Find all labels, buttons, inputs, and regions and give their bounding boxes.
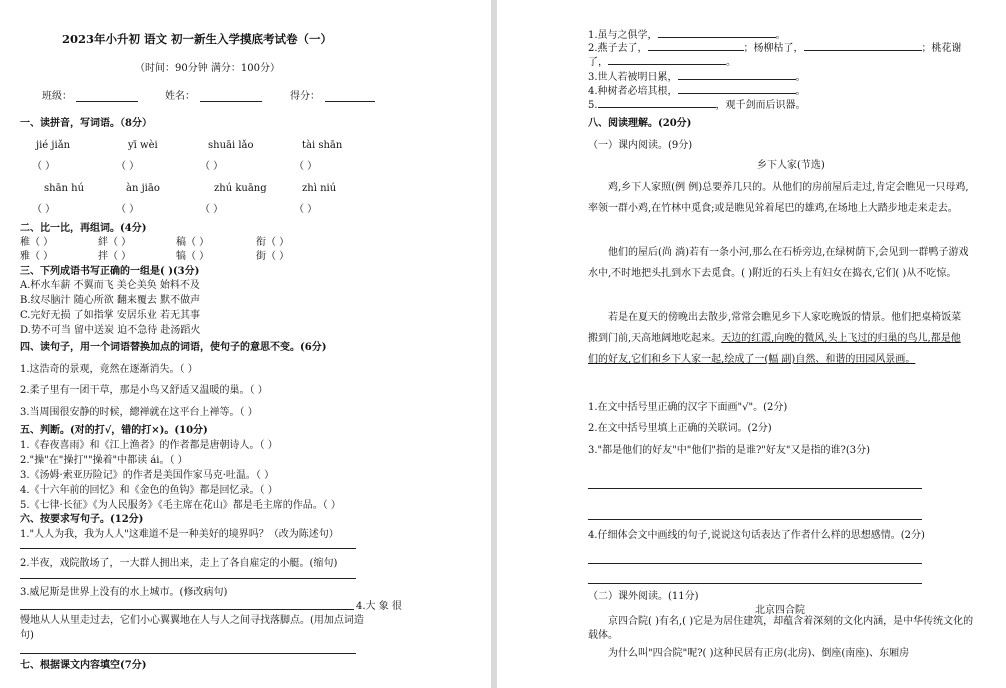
passage-paragraph-5: 为什么叫"四合院"呢?( )这种民居有正房(北房)、倒座(南座)、东厢房 bbox=[608, 648, 910, 659]
pinyin: zhú kuāng bbox=[214, 183, 267, 194]
option-b[interactable]: B.纹尽脑汁 随心所欲 翻来覆去 默不做声 bbox=[20, 295, 201, 306]
pinyin: shuāi lǎo bbox=[208, 140, 254, 151]
section3-heading: 三、下列成语书写正确的一组是( )(3分) bbox=[20, 266, 200, 277]
judge-item[interactable]: 3.《汤姆·索亚历险记》的作者是美国作家马克·吐温。（ ） bbox=[20, 470, 275, 481]
answer-bracket[interactable]: （ ） bbox=[294, 161, 318, 172]
char-compare[interactable]: 衔（ ） bbox=[256, 237, 290, 248]
underlined-sentence: 天边的红霞,向晚的微风,头上飞过的归巢的鸟儿,都是他们的好友,它们和乡下人家一起,绘成了一(幅 副)自然、和谐的田园风景画。 bbox=[588, 333, 961, 365]
fill-text: 。 bbox=[795, 72, 806, 83]
passage-title: 乡下人家(节选) bbox=[757, 160, 825, 171]
char-compare[interactable]: 絆（ ） bbox=[98, 237, 132, 248]
char-compare[interactable]: 街（ ） bbox=[256, 251, 290, 262]
fill-text: 5. bbox=[588, 100, 598, 111]
rewrite-question: 4.大 象 很 bbox=[356, 601, 402, 612]
answer-bracket[interactable]: （ ） bbox=[200, 161, 224, 172]
fill-blank[interactable] bbox=[608, 55, 726, 65]
char-compare[interactable]: 犒（ ） bbox=[176, 251, 210, 262]
name-label: 姓名： bbox=[165, 91, 195, 102]
rewrite-question: 慢地从人从里走过去，它们小心翼翼地在人与人之间寻找落脚点。(用加点词造 bbox=[20, 615, 364, 626]
answer-line[interactable] bbox=[20, 653, 356, 654]
section6-heading: 六、按要求写句子。(12分) bbox=[20, 514, 144, 525]
judge-item[interactable]: 2."操"在"操打""操着"中都读 ái。（ ） bbox=[20, 455, 188, 466]
section2-heading: 二、比一比，再组词。(4分) bbox=[20, 223, 147, 234]
answer-bracket[interactable]: （ ） bbox=[32, 161, 56, 172]
fill-blank[interactable] bbox=[678, 70, 796, 80]
section8-heading: 八、阅读理解。(20分) bbox=[588, 118, 692, 129]
fill-line-2 bbox=[588, 41, 962, 55]
passage-title-2: 北京四合院 bbox=[755, 605, 805, 616]
answer-bracket[interactable]: （ ） bbox=[200, 204, 224, 215]
fill-blank[interactable] bbox=[598, 98, 716, 108]
sub-heading-1: （一）课内阅读。(9分) bbox=[588, 140, 693, 151]
pinyin: jié jiǎn bbox=[36, 140, 71, 151]
fill-line-5 bbox=[588, 84, 806, 98]
fill-text: 4.种树者必培其根， bbox=[588, 86, 678, 97]
section4-heading: 四、读句子，用一个词语替换加点的词语，使句子的意思不变。(6分) bbox=[20, 342, 327, 353]
answer-line[interactable] bbox=[588, 583, 922, 584]
question-item[interactable]: 3.当周围很安静的时候，總禅就在这平台上禅等。（ ） bbox=[20, 407, 258, 418]
fill-blank[interactable] bbox=[658, 28, 776, 38]
sub-heading-2: （二）课外阅读。(11分) bbox=[588, 591, 699, 602]
option-d[interactable]: D.势不可当 留中送炭 迫不急待 赴汤蹈火 bbox=[20, 325, 201, 336]
answer-line[interactable] bbox=[20, 609, 354, 610]
char-compare[interactable]: 拌（ ） bbox=[98, 251, 132, 262]
passage-paragraph-1: 鸡,乡下人家照(例 例)总要养几只的。从他们的房前屋后走过,肯定会瞧见一只母鸡,率领一群小鸡,在竹林中觅食;或是瞧见耸着尾巴的雄鸡,在场地上大踏步地走来走去。 bbox=[588, 182, 969, 214]
judge-item[interactable]: 1.《春夜喜雨》和《江上渔者》的作者都是唐朝诗人。（ ） bbox=[20, 440, 278, 451]
rewrite-question: 1."人人为我，我为人人"这难道不是一种美好的境界吗？（改为陈述句） bbox=[20, 529, 339, 540]
score-label: 得分： bbox=[290, 91, 320, 102]
score-blank[interactable] bbox=[325, 101, 375, 102]
section5-heading: 五、判断。(对的打√，错的打×)。(10分) bbox=[20, 425, 208, 436]
answer-bracket[interactable]: （ ） bbox=[32, 204, 56, 215]
fill-text: 。 bbox=[795, 86, 806, 97]
reading-question-2: 2.在文中括号里填上正确的关联词。(2分) bbox=[588, 423, 772, 434]
fill-blank[interactable] bbox=[648, 41, 744, 51]
reading-question-1: 1.在文中括号里正确的汉字下面画"√"。(2分) bbox=[588, 402, 788, 413]
passage-paragraph-4: 京四合院( )有名,( )它是为居住建筑，却蕴含着深刻的文化内涵，是中华传统文化的载体。 bbox=[588, 616, 974, 641]
answer-line[interactable] bbox=[588, 488, 922, 489]
exam-subtitle: （时间：90分钟 满分：100分） bbox=[135, 63, 280, 74]
fill-text: 3.世人若被明日累， bbox=[588, 72, 678, 83]
pinyin: yī wèi bbox=[128, 140, 158, 151]
option-a[interactable]: A.杯水车薪 不翼而飞 美仑美奂 始料不及 bbox=[20, 280, 200, 291]
char-compare[interactable]: 稿（ ） bbox=[176, 237, 210, 248]
judge-item[interactable]: 5.《七律·长征》《为人民服务》《毛主席在花山》都是毛主席的作品。（ ） bbox=[20, 500, 341, 511]
exam-title: 2023年小升初 语文 初一新生入学摸底考试卷（一） bbox=[62, 32, 333, 46]
name-blank[interactable] bbox=[200, 101, 262, 102]
fill-text: 。 bbox=[775, 30, 786, 41]
class-label: 班级： bbox=[42, 91, 72, 102]
fill-text: 2.燕子去了， bbox=[588, 43, 648, 54]
fill-text: ；桃花谢 bbox=[921, 43, 962, 54]
char-compare[interactable]: 雅（ ） bbox=[20, 251, 54, 262]
reading-question-3: 3."都是他们的好友"中"他们"指的是谁?"好友"又是指的谁?(3分) bbox=[588, 445, 871, 456]
question-item[interactable]: 1.这浩奇的景观，竟然在逐渐消失。（ ） bbox=[20, 364, 198, 375]
answer-line[interactable] bbox=[20, 548, 356, 549]
class-blank[interactable] bbox=[76, 101, 138, 102]
fill-line-4 bbox=[588, 70, 806, 84]
rewrite-question: 2.半夜，戏院散场了，一大群人拥出来，走上了各自雇定的小艇。(缩句) bbox=[20, 558, 338, 569]
section1-heading: 一、读拼音，写词语。（8分） bbox=[20, 118, 152, 129]
rewrite-question: 句) bbox=[20, 630, 34, 641]
right-page bbox=[497, 0, 1006, 688]
fill-line-3 bbox=[588, 55, 736, 69]
fill-blank[interactable] bbox=[678, 84, 796, 94]
pinyin: zhì niú bbox=[302, 183, 337, 194]
answer-line[interactable] bbox=[588, 563, 922, 564]
char-compare[interactable]: 稚（ ） bbox=[20, 237, 54, 248]
fill-line-1 bbox=[588, 28, 786, 42]
passage-paragraph-2: 他们的屋后(尚 淌)若有一条小河,那么在石桥旁边,在绿树荫下,会见到一群鸭子游戏水中,不时地把头扎到水下去觅食。( )附近的石头上有妇女在捣衣,它们( )从不吃惊。 bbox=[588, 247, 969, 279]
fill-blank[interactable] bbox=[804, 41, 922, 51]
fill-text: 了， bbox=[588, 57, 608, 68]
passage-paragraph-3 bbox=[588, 307, 970, 370]
pinyin: tài shān bbox=[302, 140, 343, 151]
reading-question-4: 4.仔细体会文中画线的句子,说说这句话表达了作者什么样的思想感情。(2分) bbox=[588, 530, 925, 541]
rewrite-question: 3.威尼斯是世界上没有的水上城市。(修改病句) bbox=[20, 587, 228, 598]
section7-heading: 七、根据课文内容填空(7分) bbox=[20, 660, 147, 671]
paragraph-text: 若是在夏天的傍晚出去散步,常常会瞧见乡下人家吃晚饭的情景。他们把桌椅饭菜搬到门前,天高地阔地吃起来。 bbox=[588, 312, 962, 344]
fill-text: ，观千剑而后识器。 bbox=[715, 100, 806, 111]
fill-text: 1.虽与之俱学， bbox=[588, 30, 658, 41]
question-item[interactable]: 2.柔子里有一团干草，那是小鸟又舒适又温暖的巢。（ ） bbox=[20, 385, 268, 396]
fill-text: 。 bbox=[726, 57, 736, 68]
fill-line-6 bbox=[588, 98, 806, 112]
pinyin: shān hú bbox=[44, 183, 85, 194]
option-c[interactable]: C.完好无损 了如指掌 安居乐业 若无其事 bbox=[20, 310, 201, 321]
answer-line[interactable] bbox=[20, 578, 356, 579]
answer-bracket[interactable]: （ ） bbox=[294, 204, 318, 215]
answer-bracket[interactable]: （ ） bbox=[116, 204, 140, 215]
pinyin: àn jiāo bbox=[126, 183, 160, 194]
judge-item[interactable]: 4.《十六年前的回忆》和《金色的鱼钩》都是回忆录。（ ） bbox=[20, 485, 278, 496]
fill-text: ；杨柳枯了， bbox=[743, 43, 804, 54]
answer-bracket[interactable]: （ ） bbox=[116, 161, 140, 172]
left-page bbox=[0, 0, 491, 688]
answer-line[interactable] bbox=[588, 519, 922, 520]
